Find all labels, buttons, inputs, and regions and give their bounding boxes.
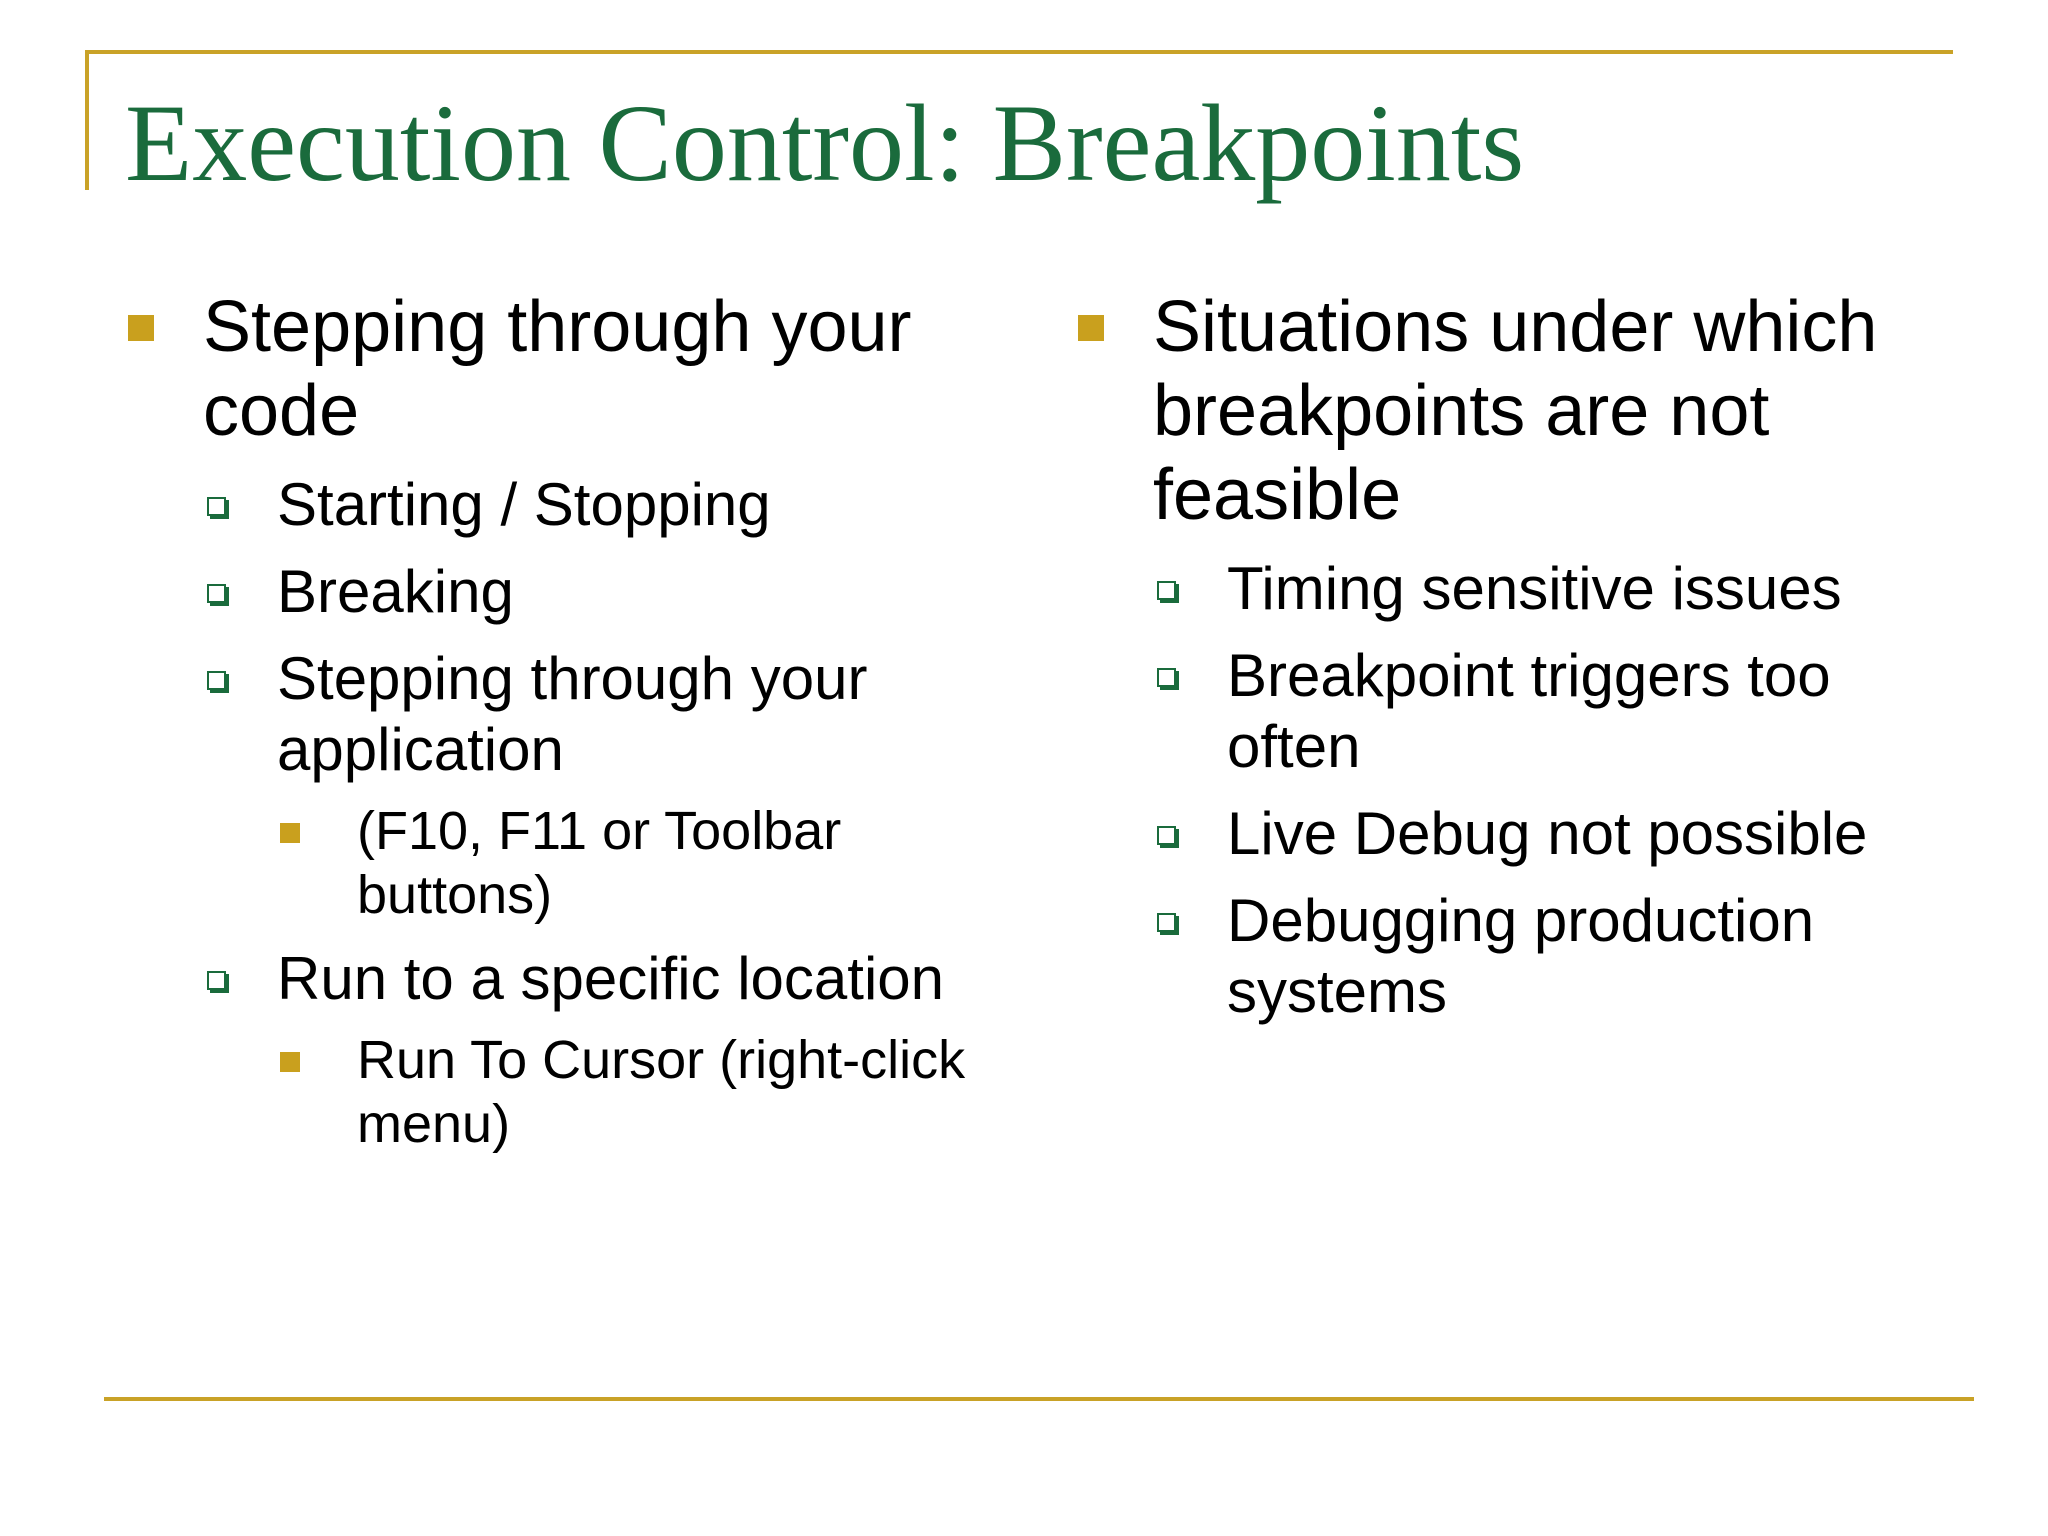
square-bullet-icon (128, 315, 154, 341)
right-heading: Situations under which breakpoints are not feasible (1153, 287, 1878, 535)
sub-bullet-text: Live Debug not possible (1227, 800, 1868, 867)
hollow-square-bullet-icon (207, 671, 226, 690)
sub-bullet-text: Starting / Stopping (277, 471, 771, 538)
hollow-square-bullet-icon (1157, 913, 1176, 932)
left-column (125, 285, 1005, 1156)
sub-bullet-text: Debugging production systems (1227, 887, 1815, 1025)
sub-bullet-text: Timing sensitive issues (1227, 555, 1842, 622)
left-heading: Stepping through your code (203, 287, 912, 451)
sub-bullet-item (125, 469, 1005, 540)
sub-bullet-item (1075, 553, 1955, 624)
top-rule (85, 50, 1953, 54)
sub-sub-bullet-text: (F10, F11 or Toolbar buttons) (357, 801, 842, 925)
hollow-square-bullet-icon (1157, 826, 1176, 845)
sub-bullet-item (1075, 640, 1955, 782)
hollow-square-bullet-icon (207, 584, 226, 603)
bottom-rule (104, 1397, 1974, 1401)
hollow-square-bullet-icon (207, 497, 226, 516)
sub-bullet-item (1075, 885, 1955, 1027)
sub-bullet-item (125, 556, 1005, 627)
bullet-item (1075, 285, 1955, 537)
bullet-item (125, 285, 1005, 453)
slide-title: Execution Control: Breakpoints (125, 82, 1525, 204)
sub-bullet-item (1075, 798, 1955, 869)
sub-sub-bullet-text: Run To Cursor (right-click menu) (357, 1030, 966, 1154)
sub-bullet-text: Run to a specific location (277, 945, 945, 1012)
square-bullet-icon (280, 1052, 300, 1072)
right-column (1075, 285, 1955, 1027)
hollow-square-bullet-icon (207, 971, 226, 990)
hollow-square-bullet-icon (1157, 668, 1176, 687)
sub-bullet-item (125, 943, 1005, 1014)
hollow-square-bullet-icon (1157, 581, 1176, 600)
sub-sub-bullet-item (125, 799, 1005, 927)
left-rule (85, 50, 89, 190)
sub-bullet-text: Breaking (277, 558, 514, 625)
sub-bullet-item (125, 643, 1005, 785)
square-bullet-icon (280, 823, 300, 843)
sub-bullet-text: Stepping through your application (277, 645, 868, 783)
square-bullet-icon (1078, 315, 1104, 341)
sub-sub-bullet-item (125, 1028, 1005, 1156)
sub-bullet-text: Breakpoint triggers too often (1227, 642, 1831, 780)
